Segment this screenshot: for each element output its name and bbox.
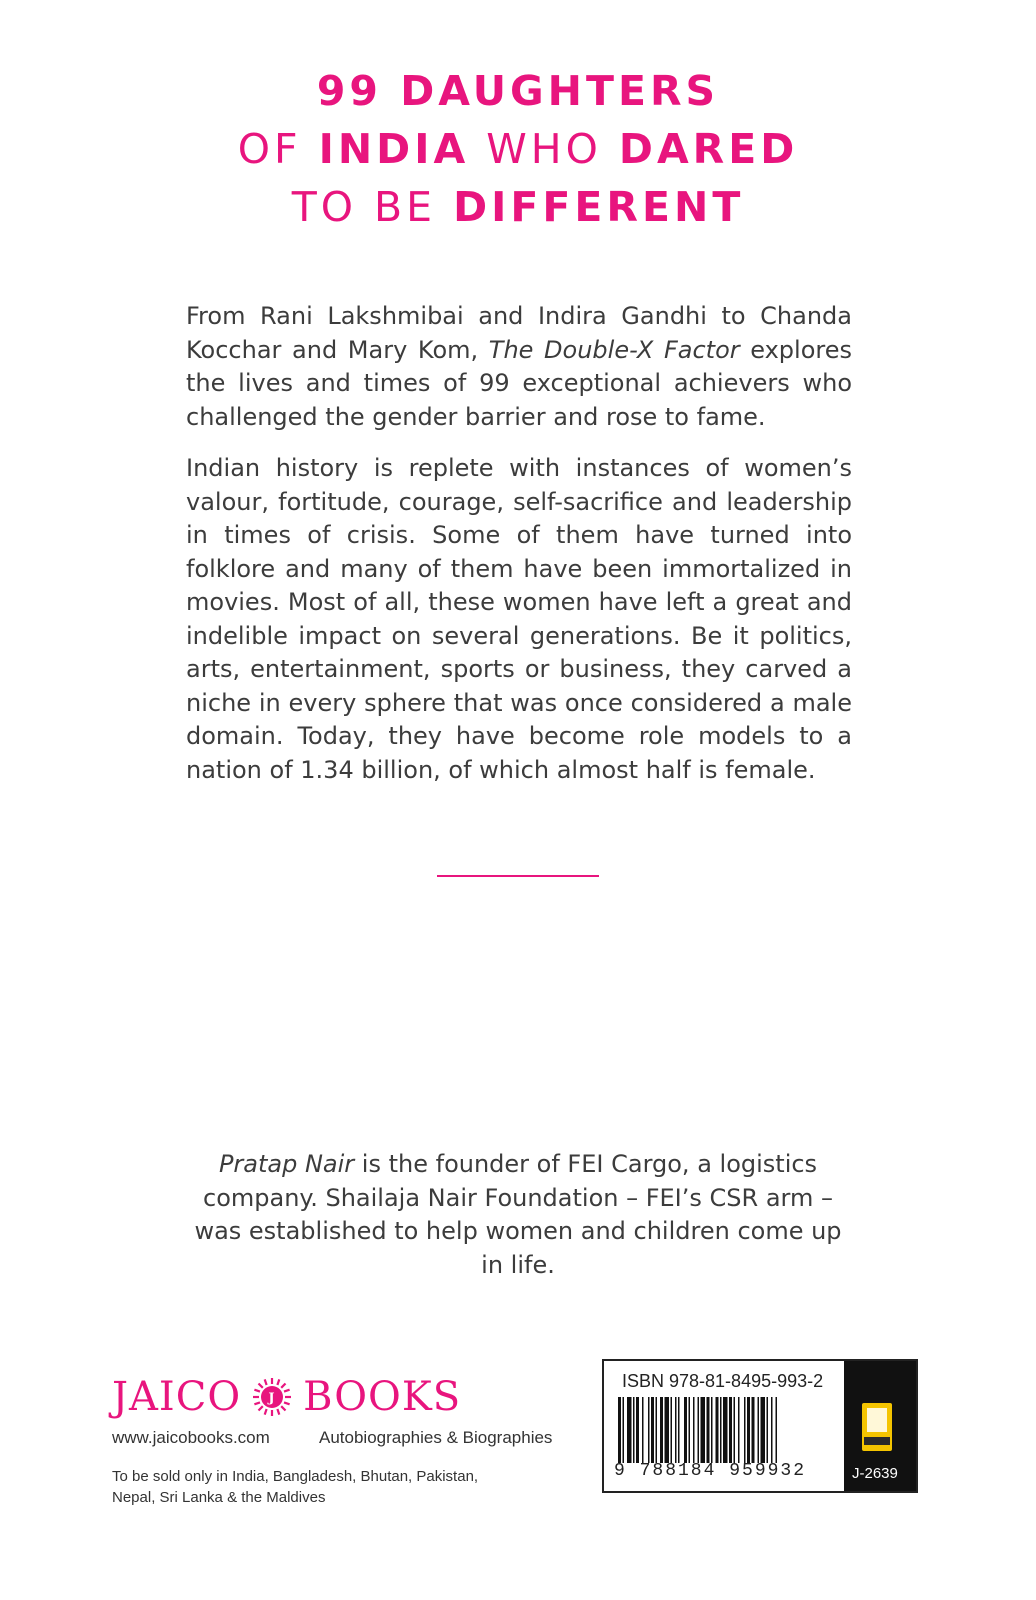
author-name: Pratap Nair xyxy=(218,1150,355,1178)
barcode-bar xyxy=(618,1397,621,1463)
barcode-bar xyxy=(738,1397,740,1463)
publisher-name-left: JAICO xyxy=(112,1374,242,1420)
barcode-bar xyxy=(689,1397,691,1463)
barcode-bar xyxy=(665,1397,670,1463)
barcode-bar xyxy=(627,1397,632,1463)
isbn-white-panel xyxy=(604,1361,844,1491)
blurb-p1-end: explores the lives and times of 99 exceptional achievers who challenged the gender barrier and rose to fame. xyxy=(186,335,852,431)
book-category: Autobiographies & Biographies xyxy=(319,1428,553,1447)
barcode-bar xyxy=(671,1397,673,1463)
title-line-1-text: 99 DAUGHTERS xyxy=(316,67,720,115)
distribution-note: To be sold only in India, Bangladesh, Bhutan, Pakistan, Nepal, Sri Lanka & the Maldives xyxy=(112,1468,479,1506)
barcode-bar xyxy=(752,1397,755,1463)
barcode-bar xyxy=(771,1397,773,1463)
barcode-bar xyxy=(758,1397,760,1463)
blurb-book-title: The Double-X Factor xyxy=(488,335,740,364)
barcode-bar xyxy=(701,1397,706,1463)
barcode-bar xyxy=(684,1397,687,1463)
ebook-badge-page xyxy=(867,1408,887,1432)
title-word-different: DIFFERENT xyxy=(453,183,745,231)
barcode-bar xyxy=(678,1397,680,1463)
barcode-bar xyxy=(651,1397,654,1463)
barcode-bar xyxy=(707,1397,710,1463)
barcode-icon xyxy=(618,1397,838,1463)
barcode-bar xyxy=(720,1397,722,1463)
title-word-india: INDIA xyxy=(318,125,470,173)
publisher-name-right: BOOKS xyxy=(303,1374,462,1420)
barcode-bar xyxy=(648,1397,650,1463)
title-word-dared: DARED xyxy=(618,125,799,173)
barcode-bar xyxy=(747,1397,750,1463)
book-title xyxy=(0,62,1036,236)
title-word-to-be: TO BE xyxy=(291,183,454,231)
author-bio xyxy=(190,1148,846,1282)
barcode-digits: 9 788184 959932 xyxy=(614,1461,807,1481)
ebook-badge-band xyxy=(864,1437,890,1445)
isbn-barcode-box xyxy=(602,1359,918,1493)
barcode-bar xyxy=(744,1397,746,1463)
barcode-bar xyxy=(633,1397,635,1463)
blurb-paragraph-2: Indian history is replete with instances of women’s valour, fortitude, courage, self-sacrifice and leadership in times of crisis. Some of them have turned into folklore and many of them have been immortalized in movies. Most of all, these women have left a great and indelible impact on several generations. Be it politics, arts, entertainment, sports or business, they carved a niche in every sphere that was once considered a male domain. Today, they have become role models to a nation of 1.34 billion, of which almost half is female. xyxy=(186,454,852,784)
logo-letter: J xyxy=(268,1391,276,1406)
barcode-bar xyxy=(716,1397,719,1463)
title-line-1 xyxy=(0,62,1036,120)
title-word-of: OF xyxy=(237,125,319,173)
publisher-url: www.jaicobooks.com xyxy=(112,1428,270,1447)
barcode-bar xyxy=(675,1397,677,1463)
blurb-paragraph-1 xyxy=(186,300,852,434)
barcode-bar xyxy=(636,1397,639,1463)
author-bio-text: is the founder of FEI Cargo, a logistics company. Shailaja Nair Foundation – FEI’s CSR arm – was established to help women and children come up in life. xyxy=(194,1150,842,1279)
sun-logo-icon xyxy=(251,1376,293,1418)
barcode-bar xyxy=(761,1397,766,1463)
barcode-bar xyxy=(693,1397,695,1463)
title-word-who: WHO xyxy=(469,125,619,173)
barcode-bar xyxy=(623,1397,625,1463)
barcode-bar xyxy=(660,1397,663,1463)
catalog-code: J-2639 xyxy=(852,1465,898,1482)
barcode-bar xyxy=(656,1397,658,1463)
barcode-bar xyxy=(767,1397,769,1463)
book-blurb xyxy=(186,300,852,805)
divider-line xyxy=(437,875,599,877)
publisher-logo xyxy=(112,1372,461,1422)
barcode-bar xyxy=(698,1397,700,1463)
barcode-bar xyxy=(711,1397,713,1463)
isbn-black-panel xyxy=(844,1361,916,1491)
barcode-bar xyxy=(642,1397,644,1463)
isbn-label: ISBN 978-81-8495-993-2 xyxy=(622,1371,824,1391)
title-line-2 xyxy=(0,120,1036,178)
ebook-available-icon xyxy=(862,1403,892,1451)
barcode-bar xyxy=(776,1397,778,1463)
barcode-bar xyxy=(723,1397,728,1463)
barcode-bar xyxy=(729,1397,732,1463)
title-line-3 xyxy=(0,178,1036,236)
blurb-p1-start: From Rani Lakshmibai and Indira Gandhi to Chanda Kocchar and Mary Kom, xyxy=(186,302,852,364)
barcode-bar xyxy=(734,1397,736,1463)
